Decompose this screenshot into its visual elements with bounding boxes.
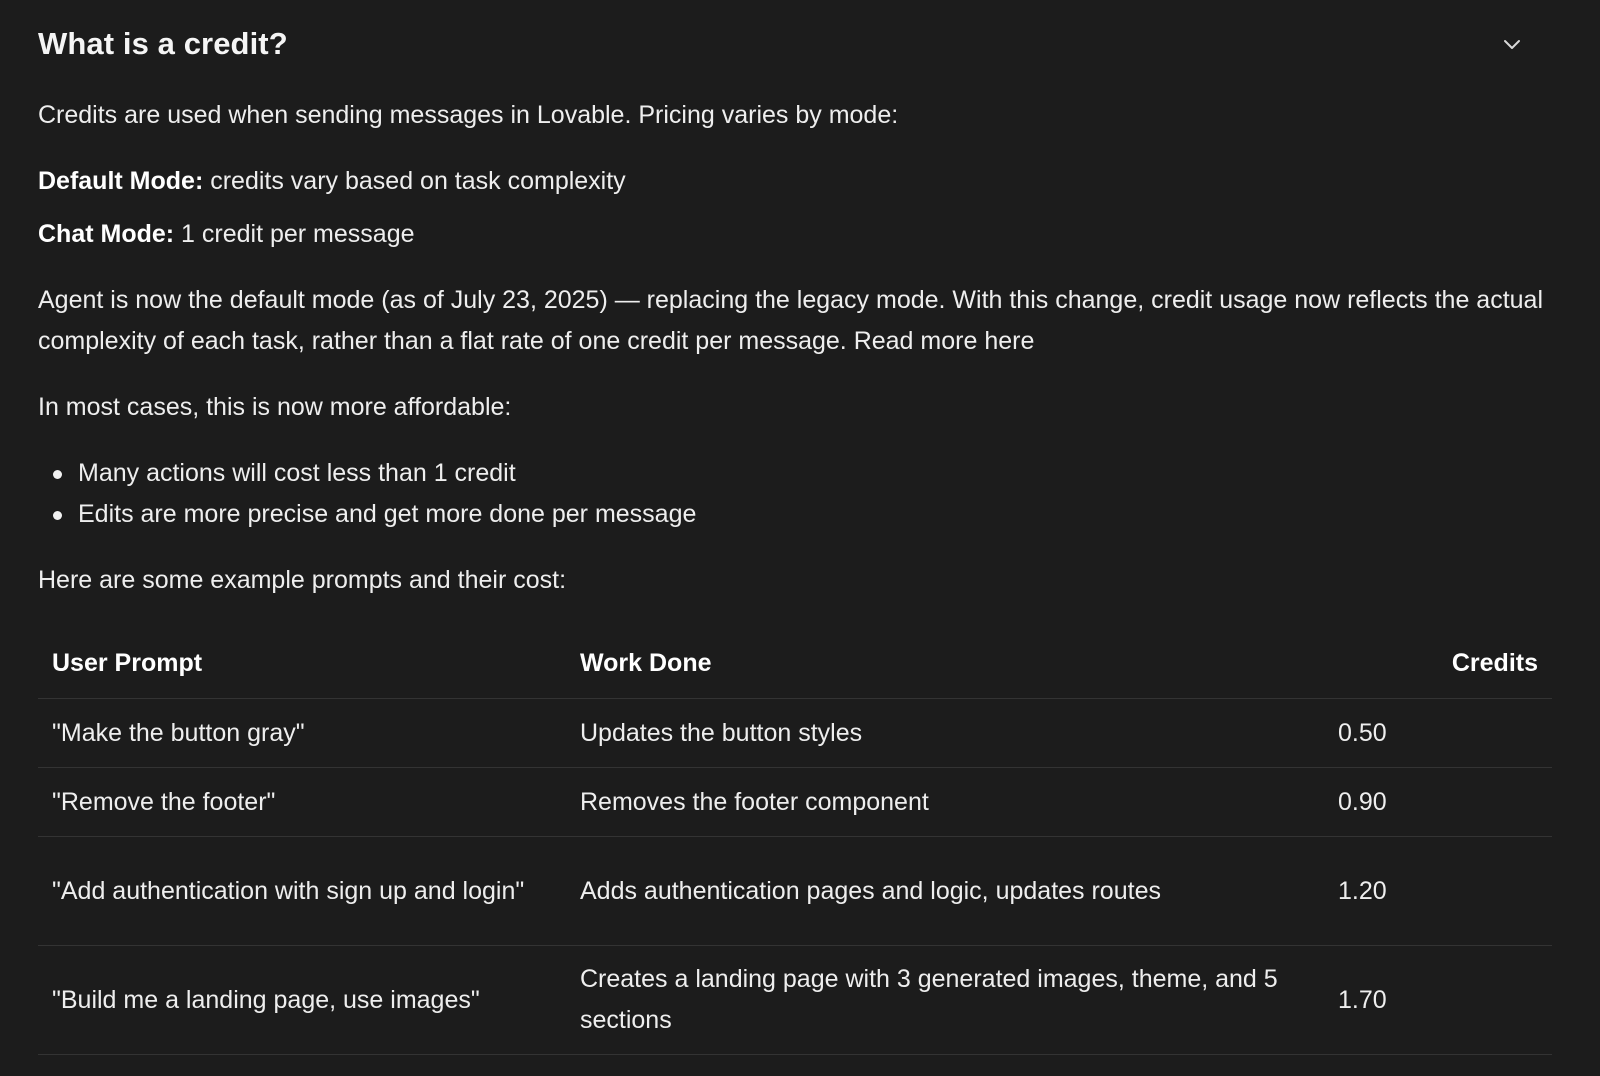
mode-chat-label: Chat Mode: (38, 220, 175, 248)
cell-work: Removes the footer component (566, 768, 1324, 837)
affordable-intro: In most cases, this is now more affordable: (38, 393, 512, 421)
intro-text: Credits are used when sending messages in Lovable. Pricing varies by mode: (38, 101, 899, 129)
mode-default-label: Default Mode: (38, 167, 204, 195)
faq-title: What is a credit? (38, 26, 288, 61)
agent-paragraph: Agent is now the default mode (as of July 23, 2025) — replacing the legacy mode. With this change, credit usage now reflects the actual complexity of each task, rather than a flat rate of one credit per message. Read more here (38, 286, 1544, 355)
table-row (38, 946, 1552, 1055)
mode-default-description: credits vary based on task complexity (203, 167, 626, 195)
faq-header[interactable] (38, 0, 1562, 88)
examples-intro: Here are some example prompts and their cost: (38, 566, 567, 594)
header-credits: Credits (1324, 628, 1552, 699)
cell-prompt: "Add authentication with sign up and login" (38, 837, 566, 946)
header-work-done: Work Done (566, 628, 1324, 699)
pricing-table (38, 628, 1552, 1055)
cell-prompt: "Build me a landing page, use images" (38, 946, 566, 1055)
cell-prompt: "Remove the footer" (38, 768, 566, 837)
cell-work: Creates a landing page with 3 generated images, theme, and 5 sections (566, 946, 1324, 1055)
list-item: Edits are more precise and get more done per message (78, 494, 1562, 535)
cell-credits: 0.90 (1324, 768, 1552, 837)
cell-work: Updates the button styles (566, 699, 1324, 768)
list-item: Many actions will cost less than 1 credit (78, 453, 1562, 494)
cell-prompt: "Make the button gray" (38, 699, 566, 768)
cell-credits: 0.50 (1324, 699, 1552, 768)
table-row (38, 768, 1552, 837)
header-user-prompt: User Prompt (38, 628, 566, 699)
mode-default (38, 161, 1562, 202)
cell-credits: 1.70 (1324, 946, 1552, 1055)
table-row (38, 837, 1552, 946)
cell-work: Adds authentication pages and logic, updates routes (566, 837, 1324, 946)
benefits-list (38, 453, 1562, 535)
mode-chat (38, 214, 1562, 255)
table-header-row (38, 628, 1552, 699)
chevron-down-icon[interactable] (1502, 34, 1522, 54)
mode-chat-description: 1 credit per message (174, 220, 415, 248)
faq-content (38, 95, 1562, 1055)
cell-credits: 1.20 (1324, 837, 1552, 946)
table-row (38, 699, 1552, 768)
